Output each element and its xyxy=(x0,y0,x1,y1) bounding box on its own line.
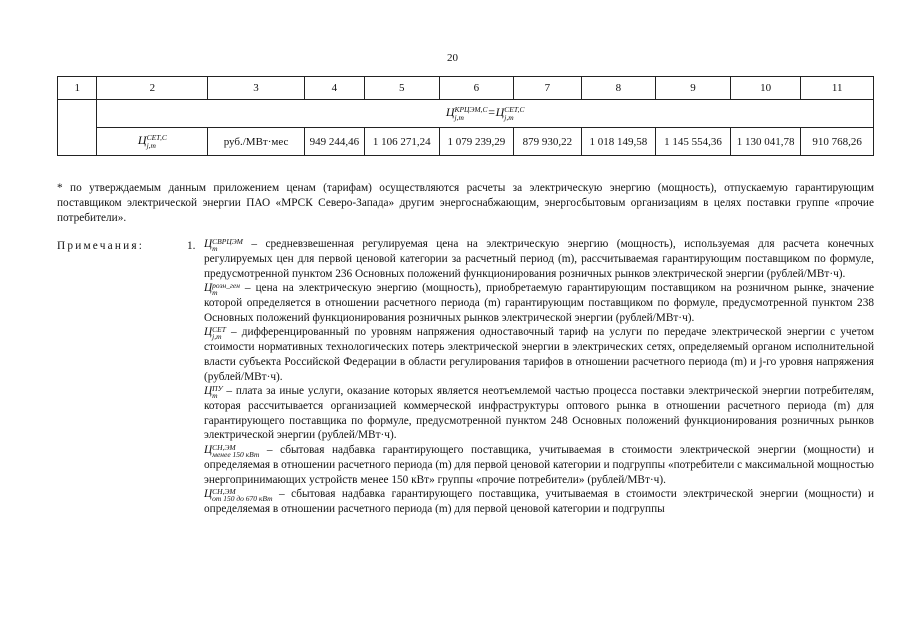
value-cell: 910 768,26 xyxy=(801,128,874,156)
col-header: 7 xyxy=(514,77,581,100)
table-row xyxy=(58,128,874,156)
col-header: 1 xyxy=(58,77,97,100)
notes-label: Примечания: xyxy=(57,240,145,252)
value-cell: 1 018 149,58 xyxy=(581,128,656,156)
notes-body xyxy=(204,237,874,517)
note-item: Црозн_ген m – цена на электрическую энергию (мощность), приобретаемую гарантирующим поставщиком на розничном рынке, значение которой определяется в отношении расчетного периода (m) гарантирующим поставщиком по формуле, предусмотренной пунктом 238 Основных положений функционирования розничных рынков электрической энергии (рублей/МВт·ч). xyxy=(204,281,874,324)
note-symbol: ЦСВРЦЭМ m xyxy=(204,237,243,253)
note-item: ЦСВРЦЭМ m – средневзвешенная регулируемая цена на электрическую энергию (мощность), используемая для расчета конечных регулируемых цен для первой ценовой категории за расчетный период (m), рассчитываемая гарантирующим поставщиком по формуле, предусмотренной пунктом 236 Основных положений функционирования розничных рынков электрической энергии (рублей/МВт·ч). xyxy=(204,237,874,280)
note-symbol: ЦСЕТ j,m xyxy=(204,325,226,342)
note-symbol: Црозн_ген m xyxy=(204,281,240,298)
table-header-row xyxy=(58,77,874,100)
formula-cell xyxy=(97,100,874,128)
col-header: 2 xyxy=(97,77,208,100)
note-item: ЦСН,ЭМ от 150 до 670 кВт – сбытовая надбавка гарантирующего поставщика, учитываемая в стоимости электрической энергии (мощности) и определяемая в отношении расчетного периода (m) для первой ценовой категории и подгруппы xyxy=(204,487,874,516)
col-header: 3 xyxy=(208,77,304,100)
col-header: 6 xyxy=(439,77,514,100)
note-symbol: ЦПУ m xyxy=(204,384,223,401)
col-header: 10 xyxy=(730,77,801,100)
page-number: 20 xyxy=(447,52,458,64)
notes-number: 1. xyxy=(187,240,196,252)
tariff-table xyxy=(57,76,874,156)
formula-symbol: ЦКРЦЭМ,С j,m =ЦСЕТ,С j,m xyxy=(445,104,525,122)
empty-cell xyxy=(58,100,97,156)
note-item: ЦПУ m – плата за иные услуги, оказание которых является неотъемлемой частью процесса поставки электрической энергии потребителям, которая рассчитывается организацией коммерческой инфраструктуры оптового рынка в отношении расчетного периода (m) для гарантирующего поставщика по формуле, предусмотренной пунктом 248 Основных положений функционирования розничных рынков электрической энергии (рублей/МВт·ч). xyxy=(204,384,874,442)
row-symbol: ЦСЕТ,С j,m xyxy=(97,128,208,156)
value-cell: 1 145 554,36 xyxy=(656,128,731,156)
value-cell: 949 244,46 xyxy=(304,128,364,156)
value-cell: 879 930,22 xyxy=(514,128,581,156)
footnote: * по утверждаемым данным приложением ценам (тарифам) осуществляются расчеты за электрическую энергию (мощность), отпускаемую гарантирующим поставщиком электрической энергии ПАО «МРСК Северо-Запада» другим энергоснабжающим, энергосбытовым организациям в целях поставки группе «прочие потребители». xyxy=(57,182,874,224)
col-header: 4 xyxy=(304,77,364,100)
col-header: 5 xyxy=(364,77,439,100)
value-cell: 1 106 271,24 xyxy=(364,128,439,156)
col-header: 8 xyxy=(581,77,656,100)
col-header: 11 xyxy=(801,77,874,100)
table-formula-row xyxy=(58,100,874,128)
value-cell: 1 130 041,78 xyxy=(730,128,801,156)
note-symbol: ЦСН,ЭМ от 150 до 670 кВт xyxy=(204,487,273,504)
value-cell: 1 079 239,29 xyxy=(439,128,514,156)
row-unit: руб./МВт·мес xyxy=(208,128,304,156)
col-header: 9 xyxy=(656,77,731,100)
note-symbol: ЦСН,ЭМ менее 150 кВт xyxy=(204,442,260,459)
note-item: ЦСН,ЭМ менее 150 кВт – сбытовая надбавка гарантирующего поставщика, учитываемая в стоимости электрической энергии (мощности) и определяемая в отношении расчетного периода (m) для первой ценовой категории и подгруппы «потребители с максимальной мощностью энергопринимающих устройств менее 150 кВт» группы «прочие потребители» (рублей/МВт·ч). xyxy=(204,442,874,486)
note-item: ЦСЕТ j,m – дифференцированный по уровням напряжения одноставочный тариф на услуги по передаче электрической энергии с учетом стоимости нормативных технологических потерь электрической энергии в электрических сетях, определяемый органом исполнительной власти субъекта Российской Федерации в области регулирования тарифов в отношении расчетного периода (m) и j-го уровня напряжения (рублей/МВт·ч). xyxy=(204,325,874,383)
